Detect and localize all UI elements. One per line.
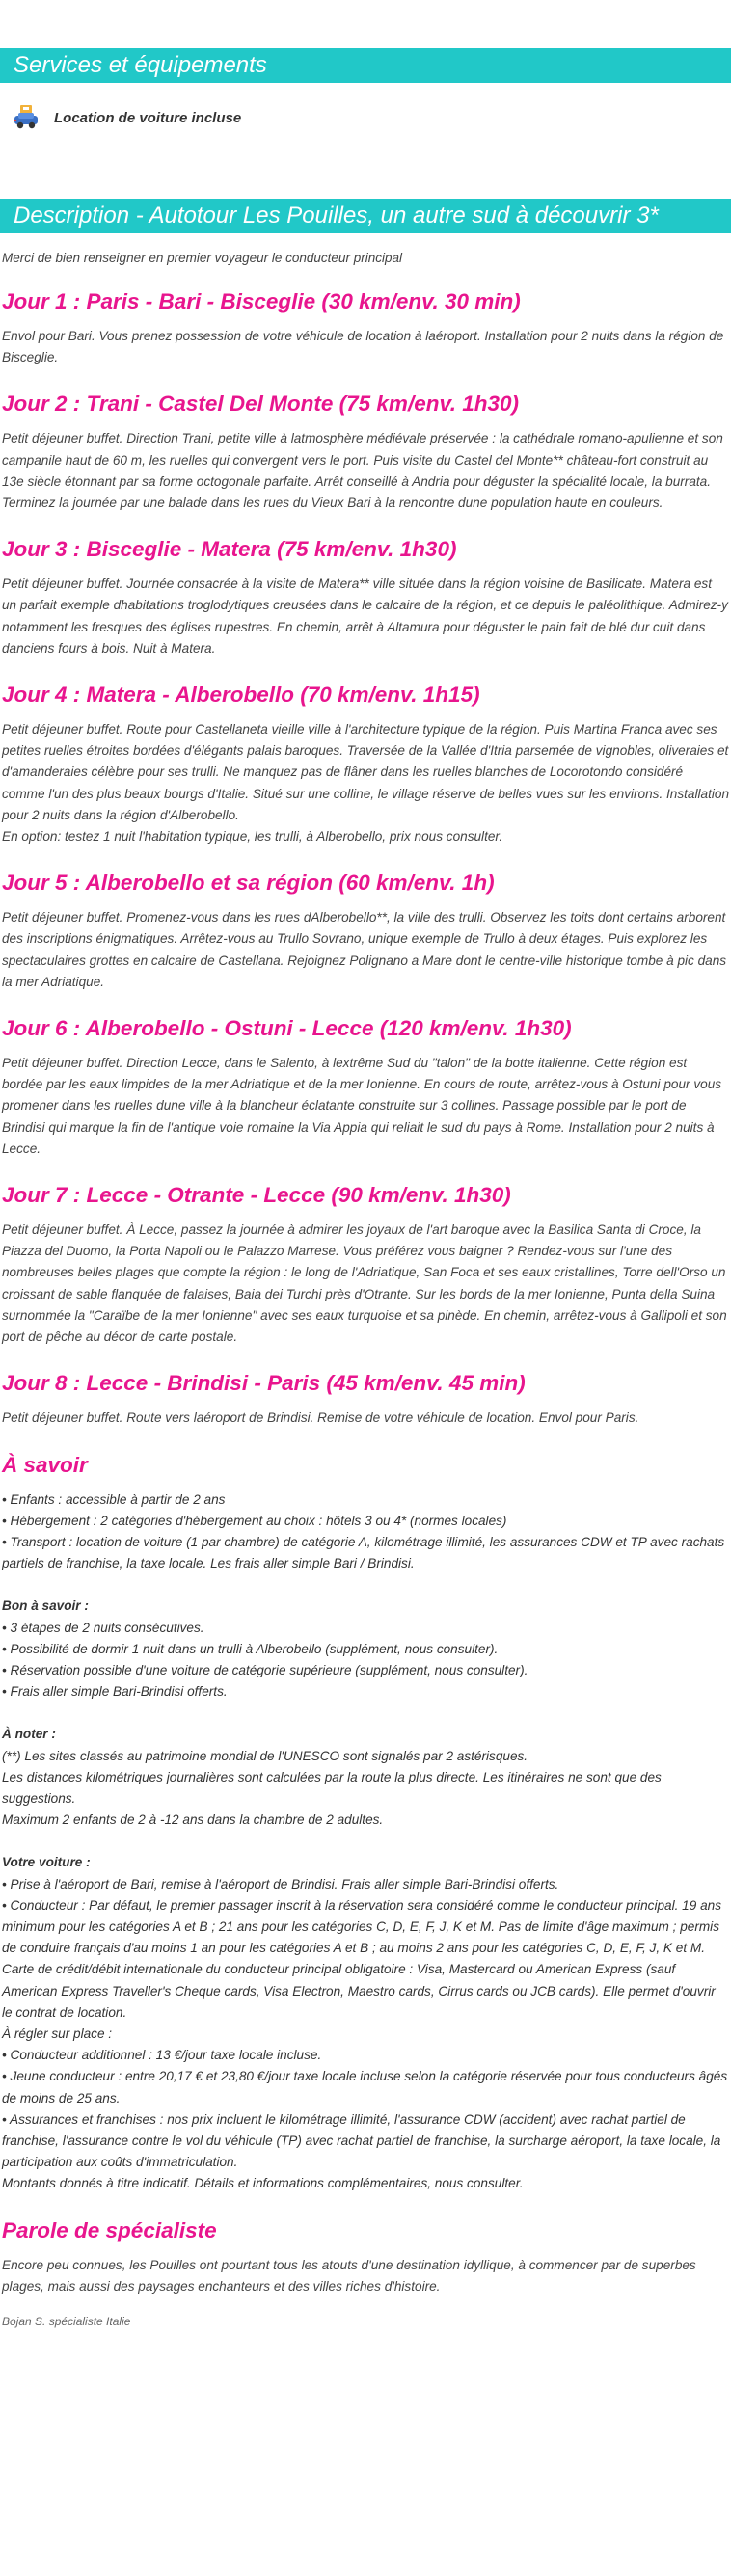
day-6-text: Petit déjeuner buffet. Direction Lecce, dans le Salento, à lextrême Sud du "talon" de la botte italienne. Cette région est bordée par les eaux limpides de la mer Adriatique et de la mer Ionienne. En cours de route, arrêtez-vous à Ostuni pour vous promener dans les ruelles dune ville à la blancheur éclatante construite sur 3 collines. Passage possible par le port de Brindisi qui marque la fin de l'antique voie romaine la Via Appia qui reliait le sud du pays à Rome. Installation pour 2 nuits à Lecce. xyxy=(2,1056,722,1156)
day-1-title: Jour 1 : Paris - Bari - Bisceglie (30 km/env. 30 min) xyxy=(2,289,521,313)
day-8-title: Jour 8 : Lecce - Brindisi - Paris (45 km/env. 45 min) xyxy=(2,1371,526,1396)
day-6-title: Jour 6 : Alberobello - Ostuni - Lecce (120 km/env. 1h30) xyxy=(2,1016,572,1041)
bon-a-savoir-item: • Frais aller simple Bari-Brindisi offerts. xyxy=(2,1684,228,1700)
bon-a-savoir-title: Bon à savoir : xyxy=(2,1598,89,1614)
day-4-text: Petit déjeuner buffet. Route pour Castellaneta vieille ville à l'architecture typique de la région. Puis Martina Franca avec ses petites ruelles étroites bordées d'élégants palais baroques. Traversée de la Vallée d'Itria parsemée de vignobles, oliveraies et d'amanderaies célèbre pour ses trulli. Ne manquez pas de flâner dans les ruelles blanches de Locorotondo considéré comme l'un des plus beaux bourgs d'Italie. Situé sur une colline, le village réserve de belles vues sur les environs. Installation pour 2 nuits dans la région d'Alberobello. En option: testez 1 nuit l'habitation typique, les trulli, à Alberobello, prix nous consulter. xyxy=(2,722,730,845)
asavoir-title: À savoir xyxy=(2,1452,88,1477)
day-8-text: Petit déjeuner buffet. Route vers laéroport de Brindisi. Remise de votre véhicule de location. Envol pour Paris. xyxy=(2,1410,639,1426)
description-banner xyxy=(0,199,731,233)
day-3-title: Jour 3 : Bisceglie - Matera (75 km/env. 1h30) xyxy=(2,537,457,562)
services-item xyxy=(0,94,731,141)
services-banner xyxy=(0,48,731,83)
votre-voiture-title: Votre voiture : xyxy=(2,1855,91,1870)
day-5-title: Jour 5 : Alberobello et sa région (60 km/env. 1h) xyxy=(2,871,495,896)
asavoir-item: • Transport : location de voiture (1 par chambre) de catégorie A, kilométrage illimité, les assurances CDW et TP avec rachats partiels de franchise, la taxe locale. Les frais aller simple Bari / Brindisi. xyxy=(2,1534,725,1571)
votre-voiture-item: • Jeune conducteur : entre 20,17 € et 23,80 €/jour taxe locale incluse selon la catégorie réservée pour tous conducteurs âgés de moins de 25 ans. xyxy=(2,2069,728,2106)
description-intro: Merci de bien renseigner en premier voyageur le conducteur principal xyxy=(2,251,402,265)
votre-voiture-item: • Conducteur : Par défaut, le premier passager inscrit à la réservation sera considéré comme le conducteur principal. 19 ans minimum pour les catégories A et B ; 21 ans pour les catégories C, D, E, F, J, K et M. Pas de limite d'âge maximum ; permis de conduire français d'au moins 1 an pour les catégories A et B ; au moins 2 ans pour les catégories C, D, E, F, J, K et M. Carte de crédit/débit internationale du conducteur principal obligatoire : Visa, Mastercard ou American Express (sauf American Express Traveller's Cheque cards, Visa Electron, Maestro cards, Cirrus cards ou JCB cards). Elle permet d'ouvrir le contrat de location. xyxy=(2,1897,721,2020)
day-3-text: Petit déjeuner buffet. Journée consacrée à la visite de Matera** ville située dans la région voisine de Basilicate. Matera est un parfait exemple dhabitations troglodytiques creusées dans le calcaire de la région, et ce depuis le paléolithique. Admirez-y notamment les fresques des églises rupestres. En chemin, arrêt à Altamura pour déguster le pain fait de blé dur cuit dans danciens fours à bois. Nuit à Matera. xyxy=(2,577,728,656)
car-rental-icon xyxy=(12,103,41,132)
specialist-signature: Bojan S. spécialiste Italie xyxy=(2,2315,131,2328)
bon-a-savoir-item: • Réservation possible d'une voiture de catégorie supérieure (supplément, nous consulter). xyxy=(2,1662,528,1677)
specialist-text: Encore peu connues, les Pouilles ont pourtant tous les atouts d'une destination idyllique, à commencer par de superbes plages, mais aussi des paysages enchanteurs et des villes riches d'histoire. xyxy=(2,2257,696,2294)
day-4-title: Jour 4 : Matera - Alberobello (70 km/env. 1h15) xyxy=(2,683,480,708)
votre-voiture-item: • Conducteur additionnel : 13 €/jour taxe locale incluse. xyxy=(2,2048,322,2063)
specialist-title: Parole de spécialiste xyxy=(2,2217,217,2242)
day-5-text: Petit déjeuner buffet. Promenez-vous dans les rues dAlberobello**, la ville des trulli. Observez les toits dont certains arborent des inscriptions énigmatiques. Arrêtez-vous au Trullo Sovrano, unique exemple de Trullo à deux étages. Puis explorez les spectaculaires grottes en calcaire de Castellana. Rejoignez Polignano a Mare dont le centre-ville historique tombe à pic dans la mer Adriatique. xyxy=(2,910,727,989)
day-2-title: Jour 2 : Trani - Castel Del Monte (75 km/env. 1h30) xyxy=(2,391,520,416)
day-7-title: Jour 7 : Lecce - Otrante - Lecce (90 km/env. 1h30) xyxy=(2,1183,511,1208)
votre-voiture-item: À régler sur place : xyxy=(2,2026,113,2041)
description-title: Description - Autotour Les Pouilles, un autre sud à découvrir 3* xyxy=(14,202,659,228)
day-2-text: Petit déjeuner buffet. Direction Trani, petite ville à latmosphère médiévale préservée : la cathédrale romano-apulienne et son campanile haut de 60 m, les ruelles qui convergent vers le port. Puis visite du Castel del Monte** château-fort construit au 13e siècle étonnant par sa forme octogonale parfaite. Arrêt conseillé à Andria pour déguster la spécialité locale, la burrata. Terminez la journée par une balade dans les rues du Vieux Bari à la rencontre dune population haute en couleurs. xyxy=(2,431,723,511)
votre-voiture-item: • Assurances et franchises : nos prix incluent le kilométrage illimité, l'assurance CDW (accident) avec rachat partiel de franchise, l'assurance contre le vol du véhicule (TP) avec rachat partiel de franchise, la surcharge aéroport, la taxe locale, la participation aux coûts d'immatriculation. xyxy=(2,2111,721,2170)
votre-voiture-item: • Prise à l'aéroport de Bari, remise à l'aéroport de Brindisi. Frais aller simple Bari-Brindisi offerts. xyxy=(2,1876,559,1892)
services-item-label: Location de voiture incluse xyxy=(54,109,242,126)
services-title: Services et équipements xyxy=(14,52,267,78)
day-1-text: Envol pour Bari. Vous prenez possession de votre véhicule de location à laéroport. Installation pour 2 nuits dans la région de Bisceglie. xyxy=(2,329,724,365)
bon-a-savoir-item: • 3 étapes de 2 nuits consécutives. xyxy=(2,1620,204,1635)
asavoir-item: • Hébergement : 2 catégories d'hébergement au choix : hôtels 3 ou 4* (normes locales) xyxy=(2,1513,507,1528)
day-7-text: Petit déjeuner buffet. À Lecce, passez la journée à admirer les joyaux de l'art baroque avec la Basilica Santa di Croce, la Piazza del Duomo, la Porta Napoli ou le Palazzo Marrese. Vous préférez vous baigner ? Rendez-vous sur l'une des nombreuses belles plages que compte la région : le long de l'Adriatique, San Foca et ses eaux cristallines, Torre dell'Orso un croissant de sable flanquée de falaises, Baia dei Turchi près d'Otrante. Sur les bords de la mer Ionienne, Punta della Suina surnommée la "Caraïbe de la mer Ionienne" avec ses eaux turquoise et sa pinède. En chemin, arrêtez-vous à Gallipoli et son port de pêche au décor de carte postale. xyxy=(2,1222,727,1345)
a-noter-item: Les distances kilométriques journalières sont calculées par la route la plus directe. Les itinéraires ne sont que des suggestions. xyxy=(2,1769,662,1806)
bon-a-savoir-item: • Possibilité de dormir 1 nuit dans un trulli à Alberobello (supplément, nous consulter). xyxy=(2,1641,499,1656)
asavoir-item: • Enfants : accessible à partir de 2 ans xyxy=(2,1491,226,1507)
a-noter-item: (**) Les sites classés au patrimoine mondial de l'UNESCO sont signalés par 2 astérisques. xyxy=(2,1748,528,1763)
a-noter-title: À noter : xyxy=(2,1727,56,1742)
votre-voiture-item: Montants donnés à titre indicatif. Détails et informations complémentaires, nous consulter. xyxy=(2,2176,524,2191)
a-noter-item: Maximum 2 enfants de 2 à -12 ans dans la chambre de 2 adultes. xyxy=(2,1812,384,1828)
